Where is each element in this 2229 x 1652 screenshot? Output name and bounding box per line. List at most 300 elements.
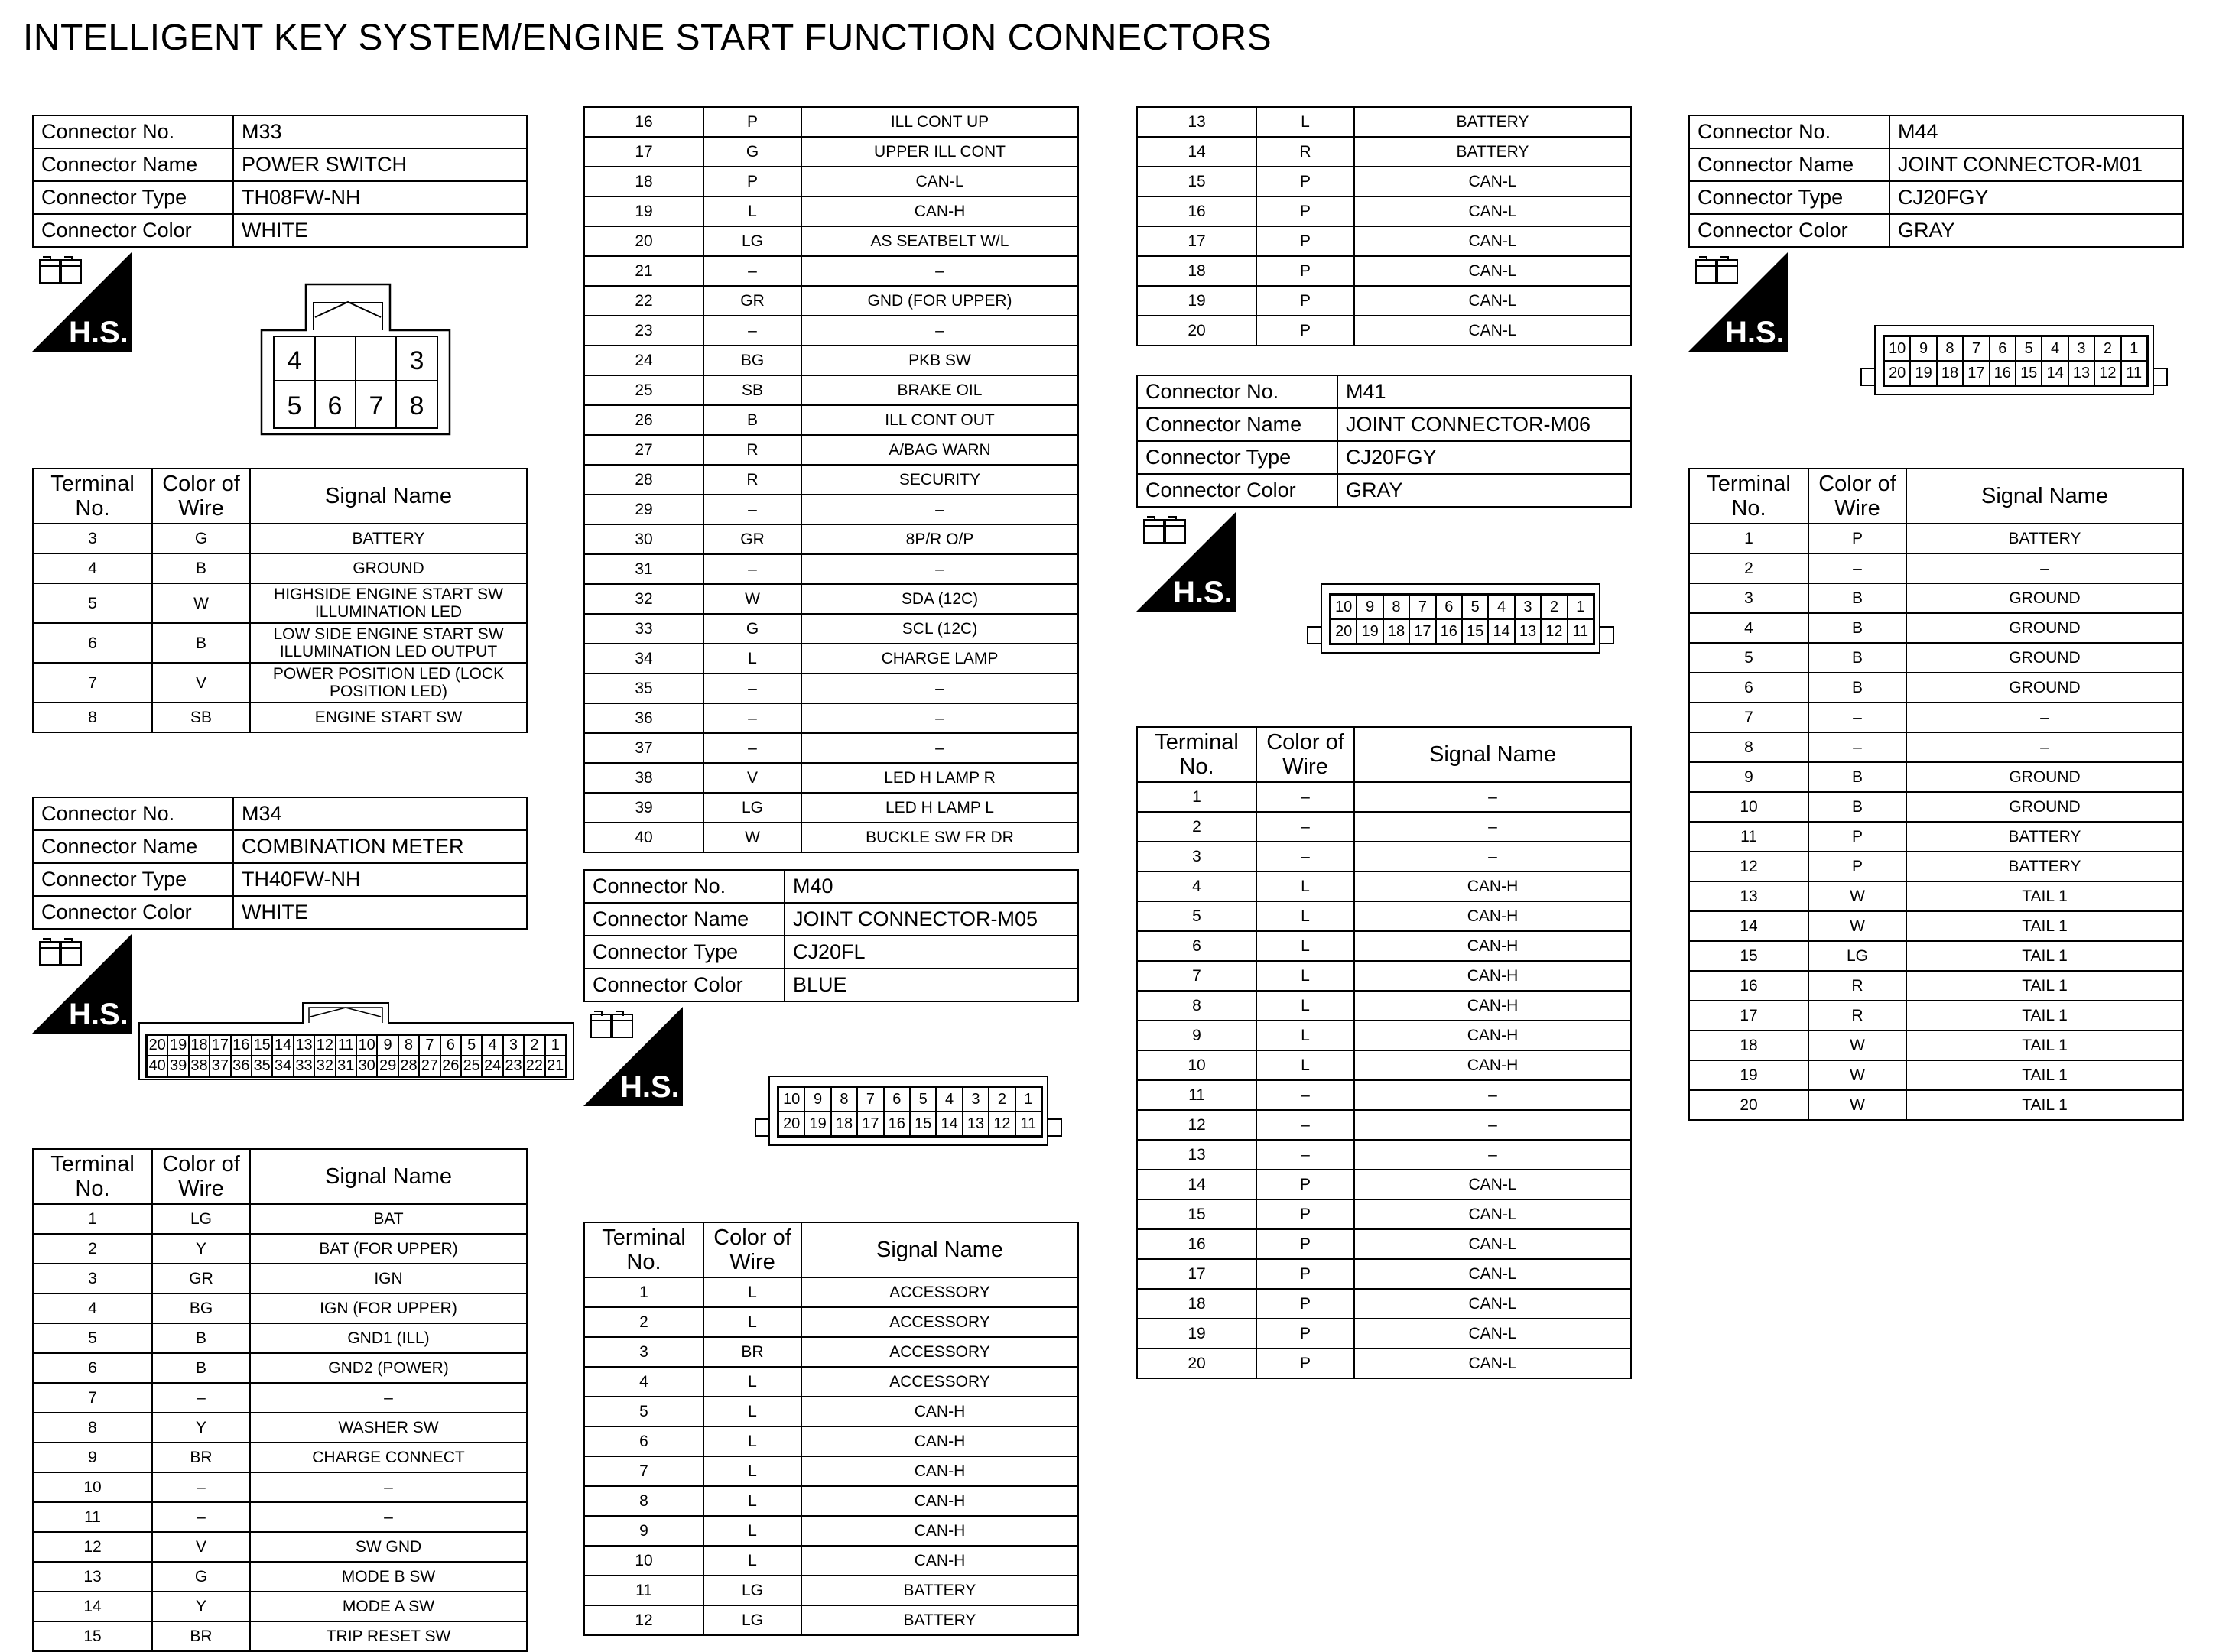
pin-label: 6 [1436, 595, 1462, 619]
table-row [33, 1562, 527, 1592]
table-row [1137, 812, 1631, 842]
table-row [584, 1337, 1078, 1367]
terminal-no-cell: 37 [584, 733, 703, 763]
header-color-of-wire: Color of Wire [152, 1149, 250, 1204]
wire-color-cell: BR [152, 1443, 250, 1472]
m33-info [32, 115, 528, 248]
m40-name: JOINT CONNECTOR-M05 [785, 903, 1078, 936]
m34-terminal-table-part1 [32, 1148, 528, 1652]
pin-label: 4 [482, 1035, 502, 1056]
signal-name-cell: TAIL 1 [1906, 1001, 2183, 1030]
signal-name-cell: GROUND [1906, 792, 2183, 822]
wire-color-cell: LG [152, 1204, 250, 1234]
wire-color-cell: LG [703, 226, 801, 256]
terminal-no-cell: 18 [1137, 256, 1256, 286]
wire-color-cell: B [152, 1353, 250, 1383]
pin-label: 2 [1541, 595, 1567, 619]
pin-label: 12 [989, 1112, 1015, 1136]
table-row [1689, 1030, 2183, 1060]
table-row [1137, 901, 1631, 931]
signal-name-cell: – [1354, 1080, 1631, 1110]
pin-label: 24 [482, 1056, 502, 1076]
header-signal-name: Signal Name [801, 1222, 1078, 1277]
table-row [33, 1502, 527, 1532]
terminal-no-cell: 15 [1137, 1199, 1256, 1229]
table-row [1137, 196, 1631, 226]
table-row [584, 1277, 1078, 1307]
m34-name: COMBINATION METER [233, 830, 527, 863]
table-row [584, 763, 1078, 793]
table-row [1137, 316, 1631, 346]
wire-color-cell: BR [703, 1337, 801, 1367]
table-row [584, 1456, 1078, 1486]
terminal-no-cell: 17 [1689, 1001, 1808, 1030]
m34-color: WHITE [233, 896, 527, 929]
signal-name-cell: HIGHSIDE ENGINE START SW ILLUMINATION LED [250, 583, 527, 623]
table-row [1137, 286, 1631, 316]
signal-name-cell: AS SEATBELT W/L [801, 226, 1078, 256]
table-row [584, 524, 1078, 554]
signal-name-cell: CAN-H [1354, 1050, 1631, 1080]
label-connector-color: Connector Color [584, 969, 785, 1001]
signal-name-cell: – [1354, 1110, 1631, 1140]
terminal-no-cell: 9 [33, 1443, 152, 1472]
label-connector-type: Connector Type [1137, 441, 1337, 474]
table-row [1689, 613, 2183, 643]
signal-name-cell: BATTERY [1354, 107, 1631, 137]
signal-name-cell: TAIL 1 [1906, 881, 2183, 911]
pin-label: 14 [272, 1035, 293, 1056]
signal-name-cell: MODE B SW [250, 1562, 527, 1592]
pin-label: 18 [1937, 361, 1963, 385]
pin-label: 16 [1436, 619, 1462, 644]
terminal-no-cell: 7 [1137, 961, 1256, 991]
wire-color-cell: SB [703, 375, 801, 405]
label-connector-name: Connector Name [584, 903, 785, 936]
pin-label: 16 [231, 1035, 252, 1056]
terminal-no-cell: 31 [584, 554, 703, 584]
table-row [584, 226, 1078, 256]
terminal-no-cell: 5 [1689, 643, 1808, 673]
wire-color-cell: B [152, 553, 250, 583]
terminal-no-cell: 16 [584, 107, 703, 137]
terminal-no-cell: 30 [584, 524, 703, 554]
m41-color: GRAY [1337, 474, 1631, 507]
terminal-no-cell: 18 [1137, 1289, 1256, 1319]
header-terminal-no: Terminal No. [1137, 727, 1256, 782]
signal-name-cell: BATTERY [1906, 524, 2183, 553]
table-row [1137, 1319, 1631, 1349]
terminal-no-cell: 20 [1137, 316, 1256, 346]
pin-label: 2 [524, 1035, 544, 1056]
terminal-no-cell: 5 [33, 1323, 152, 1353]
pin-label: 13 [963, 1112, 989, 1136]
wire-color-cell: W [1808, 1060, 1906, 1090]
m40-no: M40 [785, 870, 1078, 903]
pin-label: 3 [503, 1035, 524, 1056]
wire-color-cell: L [703, 1486, 801, 1516]
signal-name-cell: CAN-L [1354, 167, 1631, 196]
wire-color-cell: – [703, 733, 801, 763]
signal-name-cell: CAN-H [1354, 871, 1631, 901]
table-row [33, 1621, 527, 1651]
terminal-no-cell: 3 [33, 524, 152, 553]
page-title: INTELLIGENT KEY SYSTEM/ENGINE START FUNCTION CONNECTORS [23, 18, 1272, 58]
table-row [584, 1546, 1078, 1576]
terminal-no-cell: 6 [584, 1426, 703, 1456]
terminal-no-cell: 10 [1689, 792, 1808, 822]
wire-color-cell: L [703, 1456, 801, 1486]
signal-name-cell: CAN-H [1354, 931, 1631, 961]
terminal-no-cell: 22 [584, 286, 703, 316]
signal-name-cell: – [1354, 842, 1631, 871]
terminal-no-cell: 17 [1137, 226, 1256, 256]
signal-name-cell: TAIL 1 [1906, 1030, 2183, 1060]
m33-terminal-table [32, 468, 528, 733]
signal-name-cell: CAN-L [1354, 226, 1631, 256]
wire-color-cell: B [1808, 792, 1906, 822]
signal-name-cell: 8P/R O/P [801, 524, 1078, 554]
terminal-no-cell: 38 [584, 763, 703, 793]
wire-color-cell: W [703, 584, 801, 614]
wire-color-cell: – [1256, 812, 1354, 842]
signal-name-cell: MODE A SW [250, 1592, 527, 1621]
signal-name-cell: LED H LAMP R [801, 763, 1078, 793]
table-row [1689, 1090, 2183, 1120]
label-connector-type: Connector Type [1689, 181, 1889, 214]
hs-badge [1688, 252, 1788, 352]
m41-info [1136, 375, 1632, 508]
terminal-no-cell: 40 [584, 823, 703, 852]
table-row [1689, 941, 2183, 971]
signal-name-cell: – [801, 495, 1078, 524]
signal-name-cell: – [1354, 1140, 1631, 1170]
signal-name-cell: GROUND [1906, 643, 2183, 673]
signal-name-cell: IGN (FOR UPPER) [250, 1293, 527, 1323]
pin-label: 10 [356, 1035, 377, 1056]
signal-name-cell: CHARGE LAMP [801, 644, 1078, 673]
signal-name-cell: – [801, 554, 1078, 584]
pin-label: 14 [1488, 619, 1514, 644]
wire-color-cell: L [703, 1516, 801, 1546]
terminal-no-cell: 10 [1137, 1050, 1256, 1080]
terminal-no-cell: 3 [1689, 583, 1808, 613]
signal-name-cell: SECURITY [801, 465, 1078, 495]
table-row [33, 1443, 527, 1472]
pin-label: 17 [1963, 361, 1989, 385]
wire-color-cell: B [152, 1323, 250, 1353]
wire-color-cell: L [703, 1546, 801, 1576]
table-row [1137, 1140, 1631, 1170]
pin-label: 7 [1409, 595, 1435, 619]
pin-label: 1 [1568, 595, 1594, 619]
wire-color-cell: P [1256, 1349, 1354, 1378]
pin-label: 13 [1515, 619, 1541, 644]
signal-name-cell: BAT (FOR UPPER) [250, 1234, 527, 1264]
table-row [1137, 991, 1631, 1021]
label-connector-name: Connector Name [1137, 408, 1337, 441]
signal-name-cell: CAN-H [801, 1397, 1078, 1426]
wire-color-cell: – [1256, 842, 1354, 871]
wire-color-cell: P [1256, 1229, 1354, 1259]
table-row [33, 1293, 527, 1323]
wire-color-cell: P [1808, 524, 1906, 553]
wire-color-cell: G [703, 137, 801, 167]
pin-label: 15 [1462, 619, 1488, 644]
wire-color-cell: B [1808, 643, 1906, 673]
wire-color-cell: L [1256, 901, 1354, 931]
terminal-no-cell: 9 [584, 1516, 703, 1546]
signal-name-cell: IGN [250, 1264, 527, 1293]
terminal-no-cell: 7 [584, 1456, 703, 1486]
wire-color-cell: B [703, 405, 801, 435]
table-row [1689, 852, 2183, 881]
signal-name-cell: CAN-H [1354, 961, 1631, 991]
terminal-no-cell: 2 [584, 1307, 703, 1337]
signal-name-cell: A/BAG WARN [801, 435, 1078, 465]
terminal-no-cell: 14 [1137, 137, 1256, 167]
table-row [584, 375, 1078, 405]
signal-name-cell: TAIL 1 [1906, 911, 2183, 941]
pin-label: 40 [147, 1056, 167, 1076]
table-row [1137, 137, 1631, 167]
label-connector-color: Connector Color [1137, 474, 1337, 507]
m44-info [1688, 115, 2184, 248]
terminal-no-cell: 6 [1137, 931, 1256, 961]
table-row [584, 256, 1078, 286]
signal-name-cell: ILL CONT OUT [801, 405, 1078, 435]
table-row [1137, 1110, 1631, 1140]
terminal-no-cell: 13 [1137, 1140, 1256, 1170]
terminal-no-cell: 25 [584, 375, 703, 405]
header-color-of-wire: Color of Wire [1808, 469, 1906, 524]
pin-label: 37 [210, 1056, 230, 1076]
table-row [1137, 1199, 1631, 1229]
table-row [584, 1426, 1078, 1456]
terminal-no-cell: 4 [1689, 613, 1808, 643]
table-row [584, 644, 1078, 673]
terminal-no-cell: 15 [1689, 941, 1808, 971]
table-row [1137, 871, 1631, 901]
terminal-no-cell: 18 [584, 167, 703, 196]
m44-name: JOINT CONNECTOR-M01 [1889, 148, 2183, 181]
wire-color-cell: L [1256, 1021, 1354, 1050]
table-row [1689, 673, 2183, 703]
m41-pin-grid [1329, 593, 1595, 645]
terminal-no-cell: 5 [584, 1397, 703, 1426]
wire-color-cell: – [1256, 1110, 1354, 1140]
svg-text:H.S.: H.S. [1725, 316, 1785, 349]
terminal-no-cell: 14 [1137, 1170, 1256, 1199]
signal-name-cell: CAN-L [1354, 1289, 1631, 1319]
terminal-no-cell: 12 [33, 1532, 152, 1562]
signal-name-cell: POWER POSITION LED (LOCK POSITION LED) [250, 663, 527, 703]
wire-color-cell: P [1808, 852, 1906, 881]
pin-label: 3 [2068, 336, 2094, 361]
terminal-no-cell: 5 [1137, 901, 1256, 931]
table-row [584, 1516, 1078, 1546]
table-row [584, 286, 1078, 316]
terminal-no-cell: 3 [33, 1264, 152, 1293]
signal-name-cell: CAN-H [801, 1426, 1078, 1456]
m41-connector-diagram [1306, 583, 1615, 654]
wire-color-cell: P [1808, 822, 1906, 852]
signal-name-cell: – [1906, 553, 2183, 583]
table-row [33, 1323, 527, 1353]
signal-name-cell: GROUND [1906, 613, 2183, 643]
wire-color-cell: L [703, 1307, 801, 1337]
m34-type: TH40FW-NH [233, 863, 527, 896]
m44-pin-grid [1883, 335, 2149, 387]
hs-badge [32, 934, 132, 1034]
pin-label: 30 [356, 1056, 377, 1076]
table-row [584, 346, 1078, 375]
svg-text:3: 3 [409, 346, 424, 375]
label-connector-no: Connector No. [1689, 115, 1889, 148]
table-row [33, 1264, 527, 1293]
table-row [1689, 971, 2183, 1001]
wire-color-cell: L [703, 1397, 801, 1426]
wire-color-cell: W [1808, 881, 1906, 911]
table-row [33, 583, 527, 623]
label-connector-no: Connector No. [33, 797, 233, 830]
pin-label: 34 [272, 1056, 293, 1076]
pin-label: 32 [314, 1056, 335, 1076]
label-connector-color: Connector Color [33, 896, 233, 929]
table-row [584, 1576, 1078, 1605]
m33-no: M33 [233, 115, 527, 148]
terminal-no-cell: 2 [33, 1234, 152, 1264]
table-row [584, 405, 1078, 435]
signal-name-cell: ILL CONT UP [801, 107, 1078, 137]
signal-name-cell: GND2 (POWER) [250, 1353, 527, 1383]
wire-color-cell: BG [152, 1293, 250, 1323]
table-row [584, 1486, 1078, 1516]
signal-name-cell: TAIL 1 [1906, 971, 2183, 1001]
signal-name-cell: – [801, 673, 1078, 703]
header-color-of-wire: Color of Wire [1256, 727, 1354, 782]
wire-color-cell: P [703, 167, 801, 196]
m40-pin-grid [777, 1086, 1043, 1138]
m44-terminal-table [1688, 468, 2184, 1121]
pin-label: 8 [398, 1035, 419, 1056]
table-row [1137, 1080, 1631, 1110]
table-row [1689, 881, 2183, 911]
terminal-no-cell: 6 [33, 623, 152, 663]
table-row [1689, 1001, 2183, 1030]
pin-label: 9 [377, 1035, 398, 1056]
terminal-no-cell: 33 [584, 614, 703, 644]
table-row [584, 673, 1078, 703]
table-row [1689, 703, 2183, 732]
terminal-no-cell: 2 [1137, 812, 1256, 842]
wire-color-cell: GR [703, 286, 801, 316]
table-row [584, 316, 1078, 346]
signal-name-cell: – [801, 733, 1078, 763]
terminal-no-cell: 16 [1137, 196, 1256, 226]
signal-name-cell: SDA (12C) [801, 584, 1078, 614]
pin-label: 16 [884, 1112, 910, 1136]
pin-label: 19 [1910, 361, 1936, 385]
pin-label: 13 [294, 1035, 314, 1056]
table-row [584, 107, 1078, 137]
pin-label: 25 [461, 1056, 482, 1076]
pin-label: 8 [1383, 595, 1409, 619]
signal-name-cell: CAN-L [1354, 316, 1631, 346]
pin-label: 11 [1568, 619, 1594, 644]
terminal-no-cell: 8 [1689, 732, 1808, 762]
wire-color-cell: LG [703, 793, 801, 823]
signal-name-cell: BATTERY [1354, 137, 1631, 167]
pin-label: 11 [2121, 361, 2147, 385]
signal-name-cell: GROUND [250, 553, 527, 583]
pin-label: 19 [804, 1112, 830, 1136]
wire-color-cell: – [152, 1502, 250, 1532]
wire-color-cell: – [1256, 1080, 1354, 1110]
terminal-no-cell: 35 [584, 673, 703, 703]
m34-no: M34 [233, 797, 527, 830]
signal-name-cell: TAIL 1 [1906, 941, 2183, 971]
pin-label: 28 [398, 1056, 419, 1076]
wire-color-cell: R [703, 465, 801, 495]
pin-label: 8 [1937, 336, 1963, 361]
terminal-no-cell: 3 [1137, 842, 1256, 871]
table-row [1137, 107, 1631, 137]
table-row [33, 1472, 527, 1502]
signal-name-cell: SCL (12C) [801, 614, 1078, 644]
m40-connector-diagram [754, 1075, 1063, 1147]
table-row [1137, 961, 1631, 991]
label-connector-color: Connector Color [33, 214, 233, 247]
signal-name-cell: CAN-L [1354, 1199, 1631, 1229]
signal-name-cell: LOW SIDE ENGINE START SW ILLUMINATION LED OUTPUT [250, 623, 527, 663]
signal-name-cell: – [801, 256, 1078, 286]
wire-color-cell: Y [152, 1592, 250, 1621]
signal-name-cell: TAIL 1 [1906, 1060, 2183, 1090]
table-row [33, 524, 527, 553]
wire-color-cell: W [1808, 1090, 1906, 1120]
pin-label: 3 [963, 1087, 989, 1112]
signal-name-cell: ACCESSORY [801, 1277, 1078, 1307]
svg-text:H.S.: H.S. [1173, 576, 1233, 609]
table-row [33, 1592, 527, 1621]
wire-color-cell: V [703, 763, 801, 793]
label-connector-color: Connector Color [1689, 214, 1889, 247]
signal-name-cell: CAN-L [1354, 1229, 1631, 1259]
signal-name-cell: CAN-H [801, 1456, 1078, 1486]
wire-color-cell: B [1808, 673, 1906, 703]
pin-label: 22 [524, 1056, 544, 1076]
pin-label: 16 [1990, 361, 2016, 385]
wire-color-cell: GR [152, 1264, 250, 1293]
svg-text:H.S.: H.S. [69, 316, 128, 349]
pin-label: 8 [831, 1087, 857, 1112]
wire-color-cell: – [703, 673, 801, 703]
table-row [584, 1367, 1078, 1397]
pin-label: 38 [189, 1056, 210, 1076]
wire-color-cell: P [1256, 1170, 1354, 1199]
table-row [584, 196, 1078, 226]
wire-color-cell: – [152, 1383, 250, 1413]
hs-badge [1136, 512, 1236, 612]
m33-name: POWER SWITCH [233, 148, 527, 181]
signal-name-cell: ACCESSORY [801, 1307, 1078, 1337]
signal-name-cell: CAN-H [1354, 991, 1631, 1021]
pin-label: 27 [419, 1056, 440, 1076]
terminal-no-cell: 1 [584, 1277, 703, 1307]
pin-label: 6 [884, 1087, 910, 1112]
wire-color-cell: P [703, 107, 801, 137]
